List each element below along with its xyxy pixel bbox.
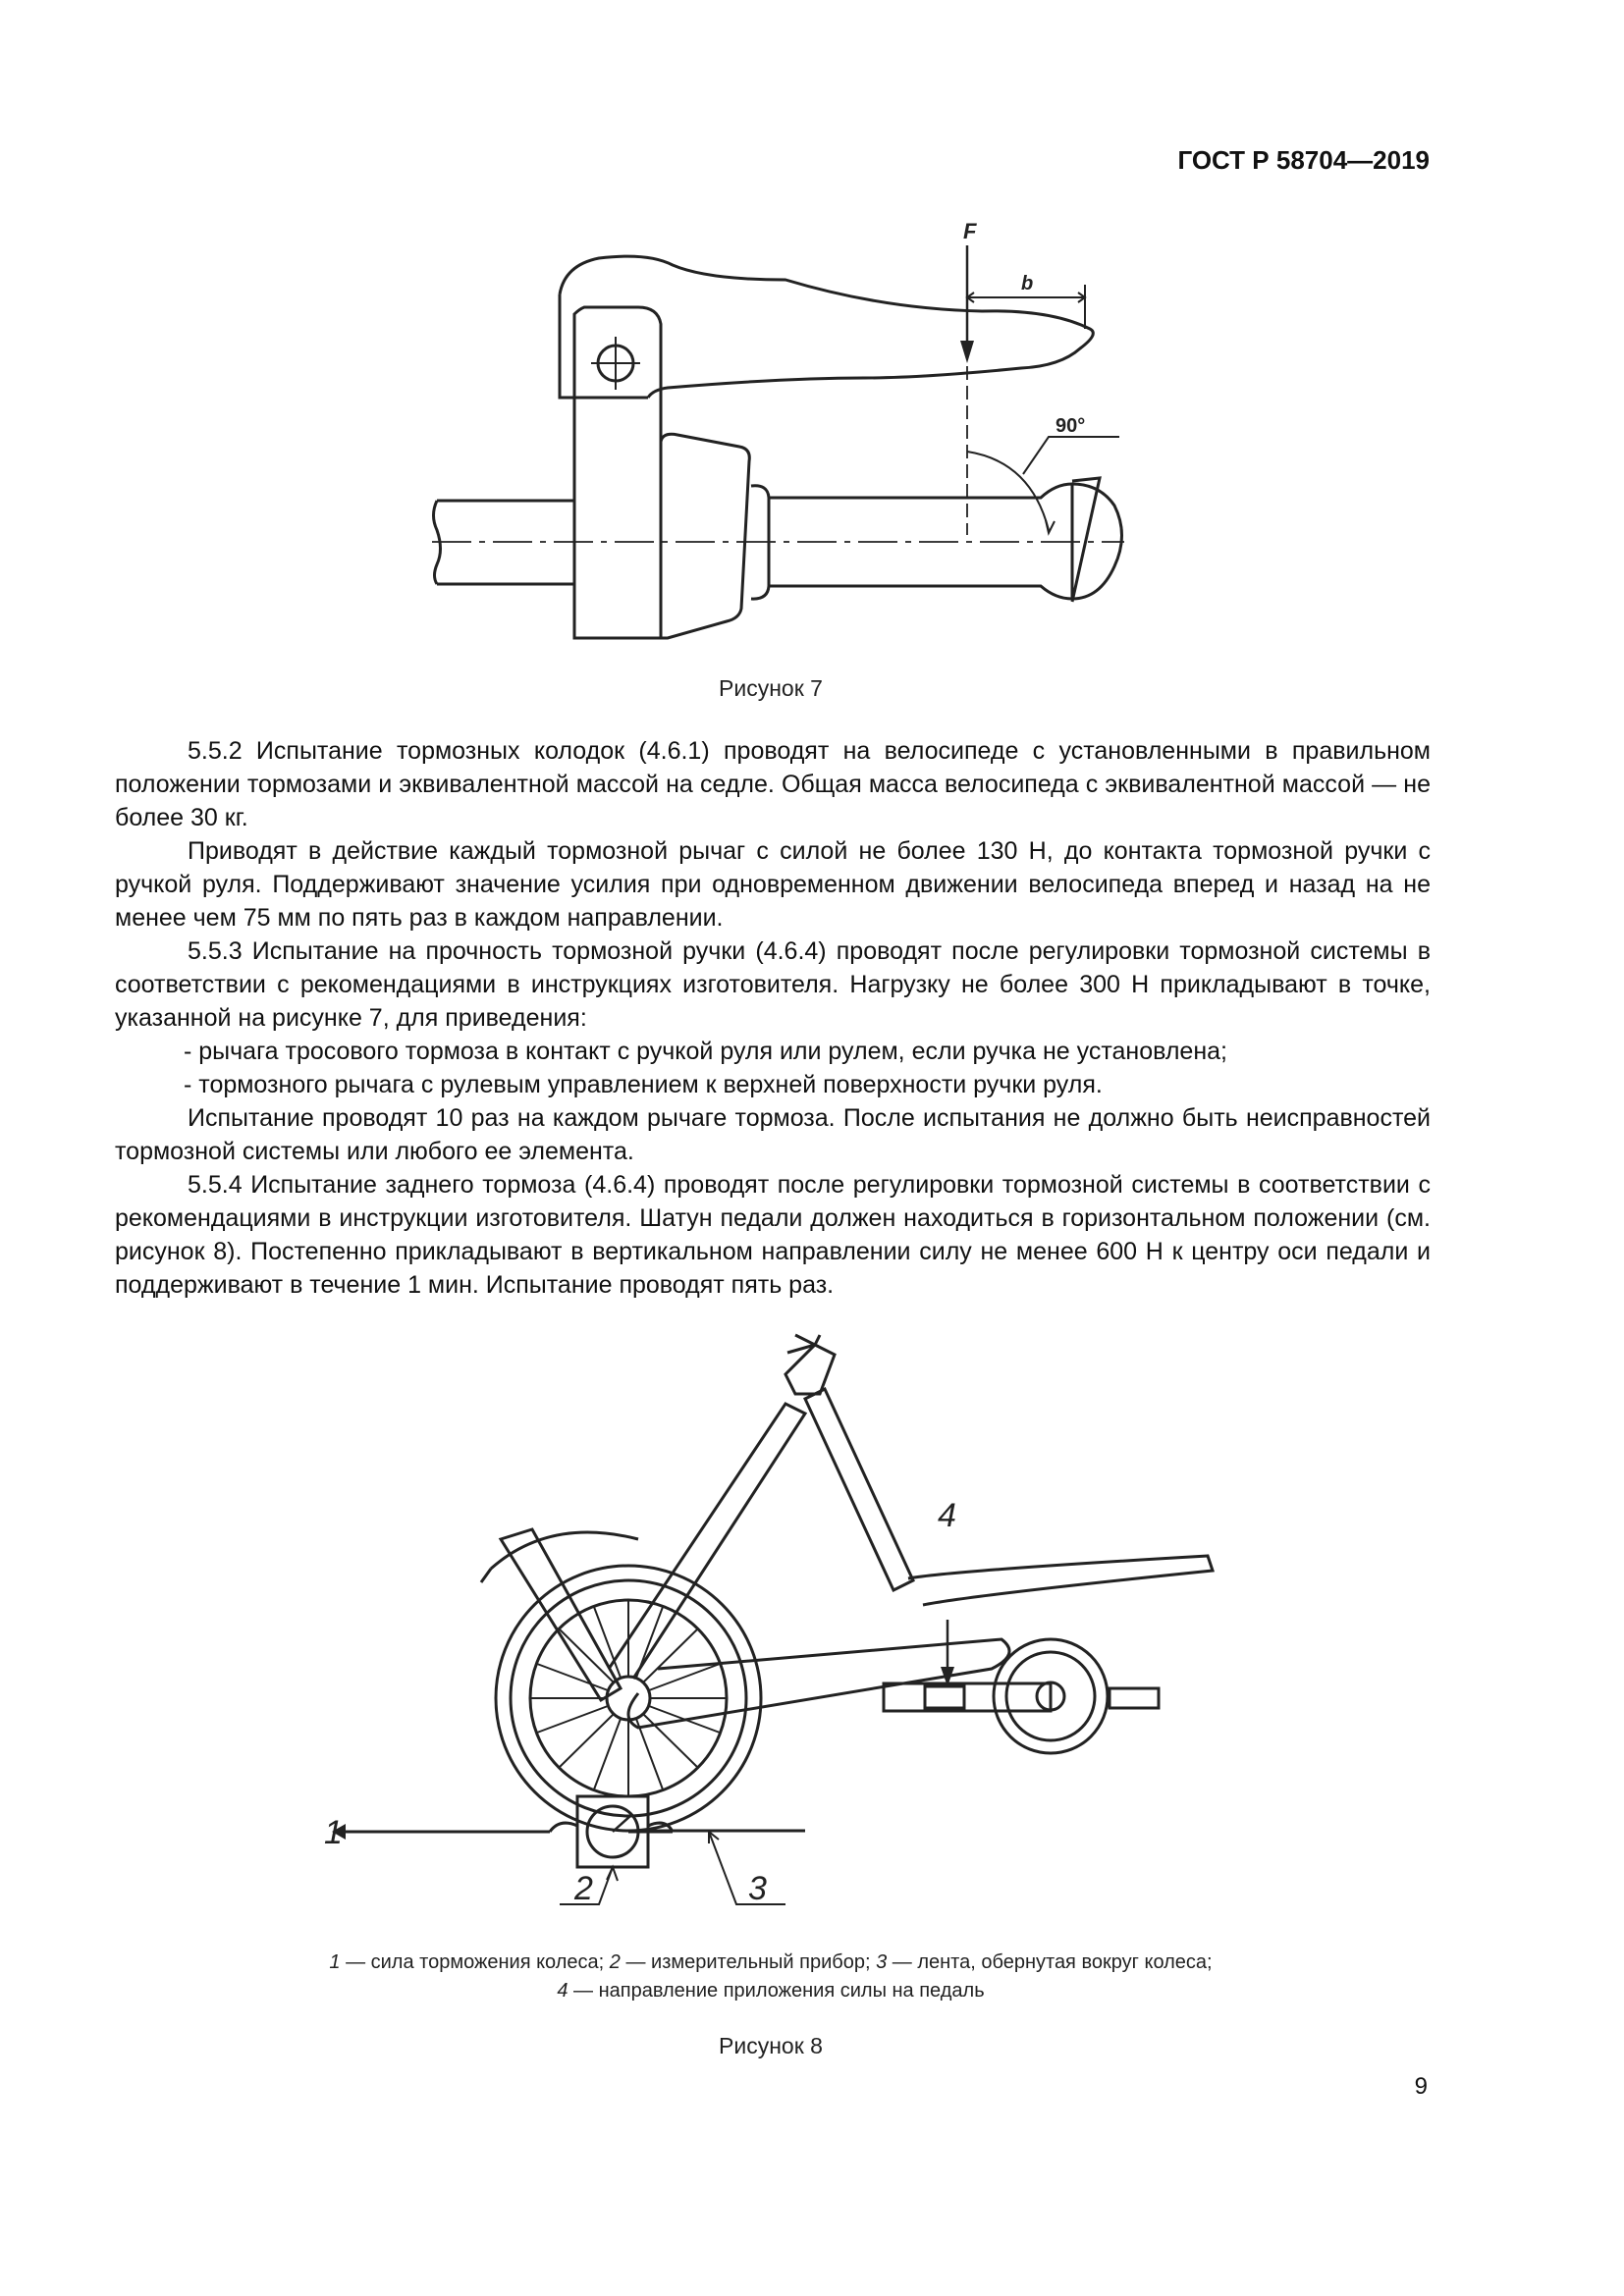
legend-number-4: 4 <box>557 1980 568 2002</box>
legend-number-2: 2 <box>609 1951 621 1973</box>
list-item-cable-brake: - рычага тросового тормоза в контакт с ручкой руля или рулем, если ручка не установлена; <box>184 1038 1227 1065</box>
paragraph-5-5-2: 5.5.2 Испытание тормозных колодок (4.6.1) проводят на велосипеде с установленными в правильном положении тормозами и эквивалентной массой на седле. Общая масса велосипеда с эквивалентной массой — не более 30 кг. <box>115 737 1431 831</box>
callout-3: 3 <box>748 1870 767 1907</box>
callout-2: 2 <box>574 1870 593 1907</box>
top-frame <box>908 1556 1213 1605</box>
legend-text-1: — сила торможения колеса; <box>340 1951 610 1973</box>
callout-4: 4 <box>938 1497 956 1534</box>
dimension-b-label: b <box>1021 273 1034 294</box>
figure-8-legend <box>0 1949 1542 2005</box>
legend-text-2: — измерительный прибор; <box>620 1951 877 1973</box>
seat-stay <box>501 1529 621 1700</box>
grip-collar <box>661 434 749 638</box>
paragraph-5-5-3: 5.5.3 Испытание на прочность тормозной ручки (4.6.4) проводят после регулировки тормозной системы в соответствии с рекомендациями в инструкциях изготовителя. Нагрузку не более 300 Н прикладывают в точке, указанной на рисунке 7, для приведения: <box>115 937 1431 1032</box>
paragraph-brake-lever-force: Приводят в действие каждый тормозной рычаг с силой не более 130 Н, до контакта тормозной ручки с ручкой руля. Поддерживают значение усилия при одновременном движении велосипеда вперед и назад на не менее чем 75 мм по пять раз в каждом направлении. <box>115 837 1431 932</box>
figure-7-caption: Рисунок 7 <box>719 675 823 701</box>
legend-text-4: — направление приложения силы на педаль <box>568 1980 985 2002</box>
brake-lever-blade <box>560 256 1093 398</box>
paragraph-5-5-4: 5.5.4 Испытание заднего тормоза (4.6.4) проводят после регулировки тормозной системы в соответствии с рекомендациями в инструкции изготовителя. Шатун педали должен находиться в горизонтальном положении (см. рисунок 8). Постепенно прикладывают в вертикальном направлении силу не менее 600 Н к центру оси педали и поддерживают в течение 1 мин. Испытание проводят пять раз. <box>115 1171 1431 1299</box>
seat-post <box>805 1389 913 1590</box>
figure-7-drawing <box>412 221 1139 672</box>
body-text <box>115 734 1431 1302</box>
legend-number-3: 3 <box>876 1951 888 1973</box>
lever-clamp <box>574 307 661 638</box>
paragraph-test-repeats: Испытание проводят 10 раз на каждом рычаге тормоза. После испытания не должно быть неисправностей тормозной системы или любого ее элемента. <box>115 1104 1431 1165</box>
rear-fender <box>481 1532 638 1582</box>
figure-8-drawing <box>324 1315 1227 1934</box>
legend-text-3: — лента, обернутая вокруг колеса; <box>887 1951 1213 1973</box>
legend-line-1 <box>0 1949 1542 1977</box>
legend-line-2 <box>0 1977 1542 2005</box>
callout-1: 1 <box>324 1814 343 1851</box>
figure-8-caption: Рисунок 8 <box>719 2033 823 2058</box>
pedal <box>1110 1688 1159 1708</box>
standard-designation: ГОСТ Р 58704—2019 <box>1177 145 1430 175</box>
angle-label: 90° <box>1056 415 1086 437</box>
force-label: F <box>963 221 977 243</box>
legend-number-1: 1 <box>329 1951 341 1973</box>
page-number: 9 <box>1414 2073 1428 2100</box>
crank-arm <box>884 1683 1051 1711</box>
list-item-steering-brake: - тормозного рычага с рулевым управлением к верхней поверхности ручки руля. <box>184 1071 1103 1098</box>
